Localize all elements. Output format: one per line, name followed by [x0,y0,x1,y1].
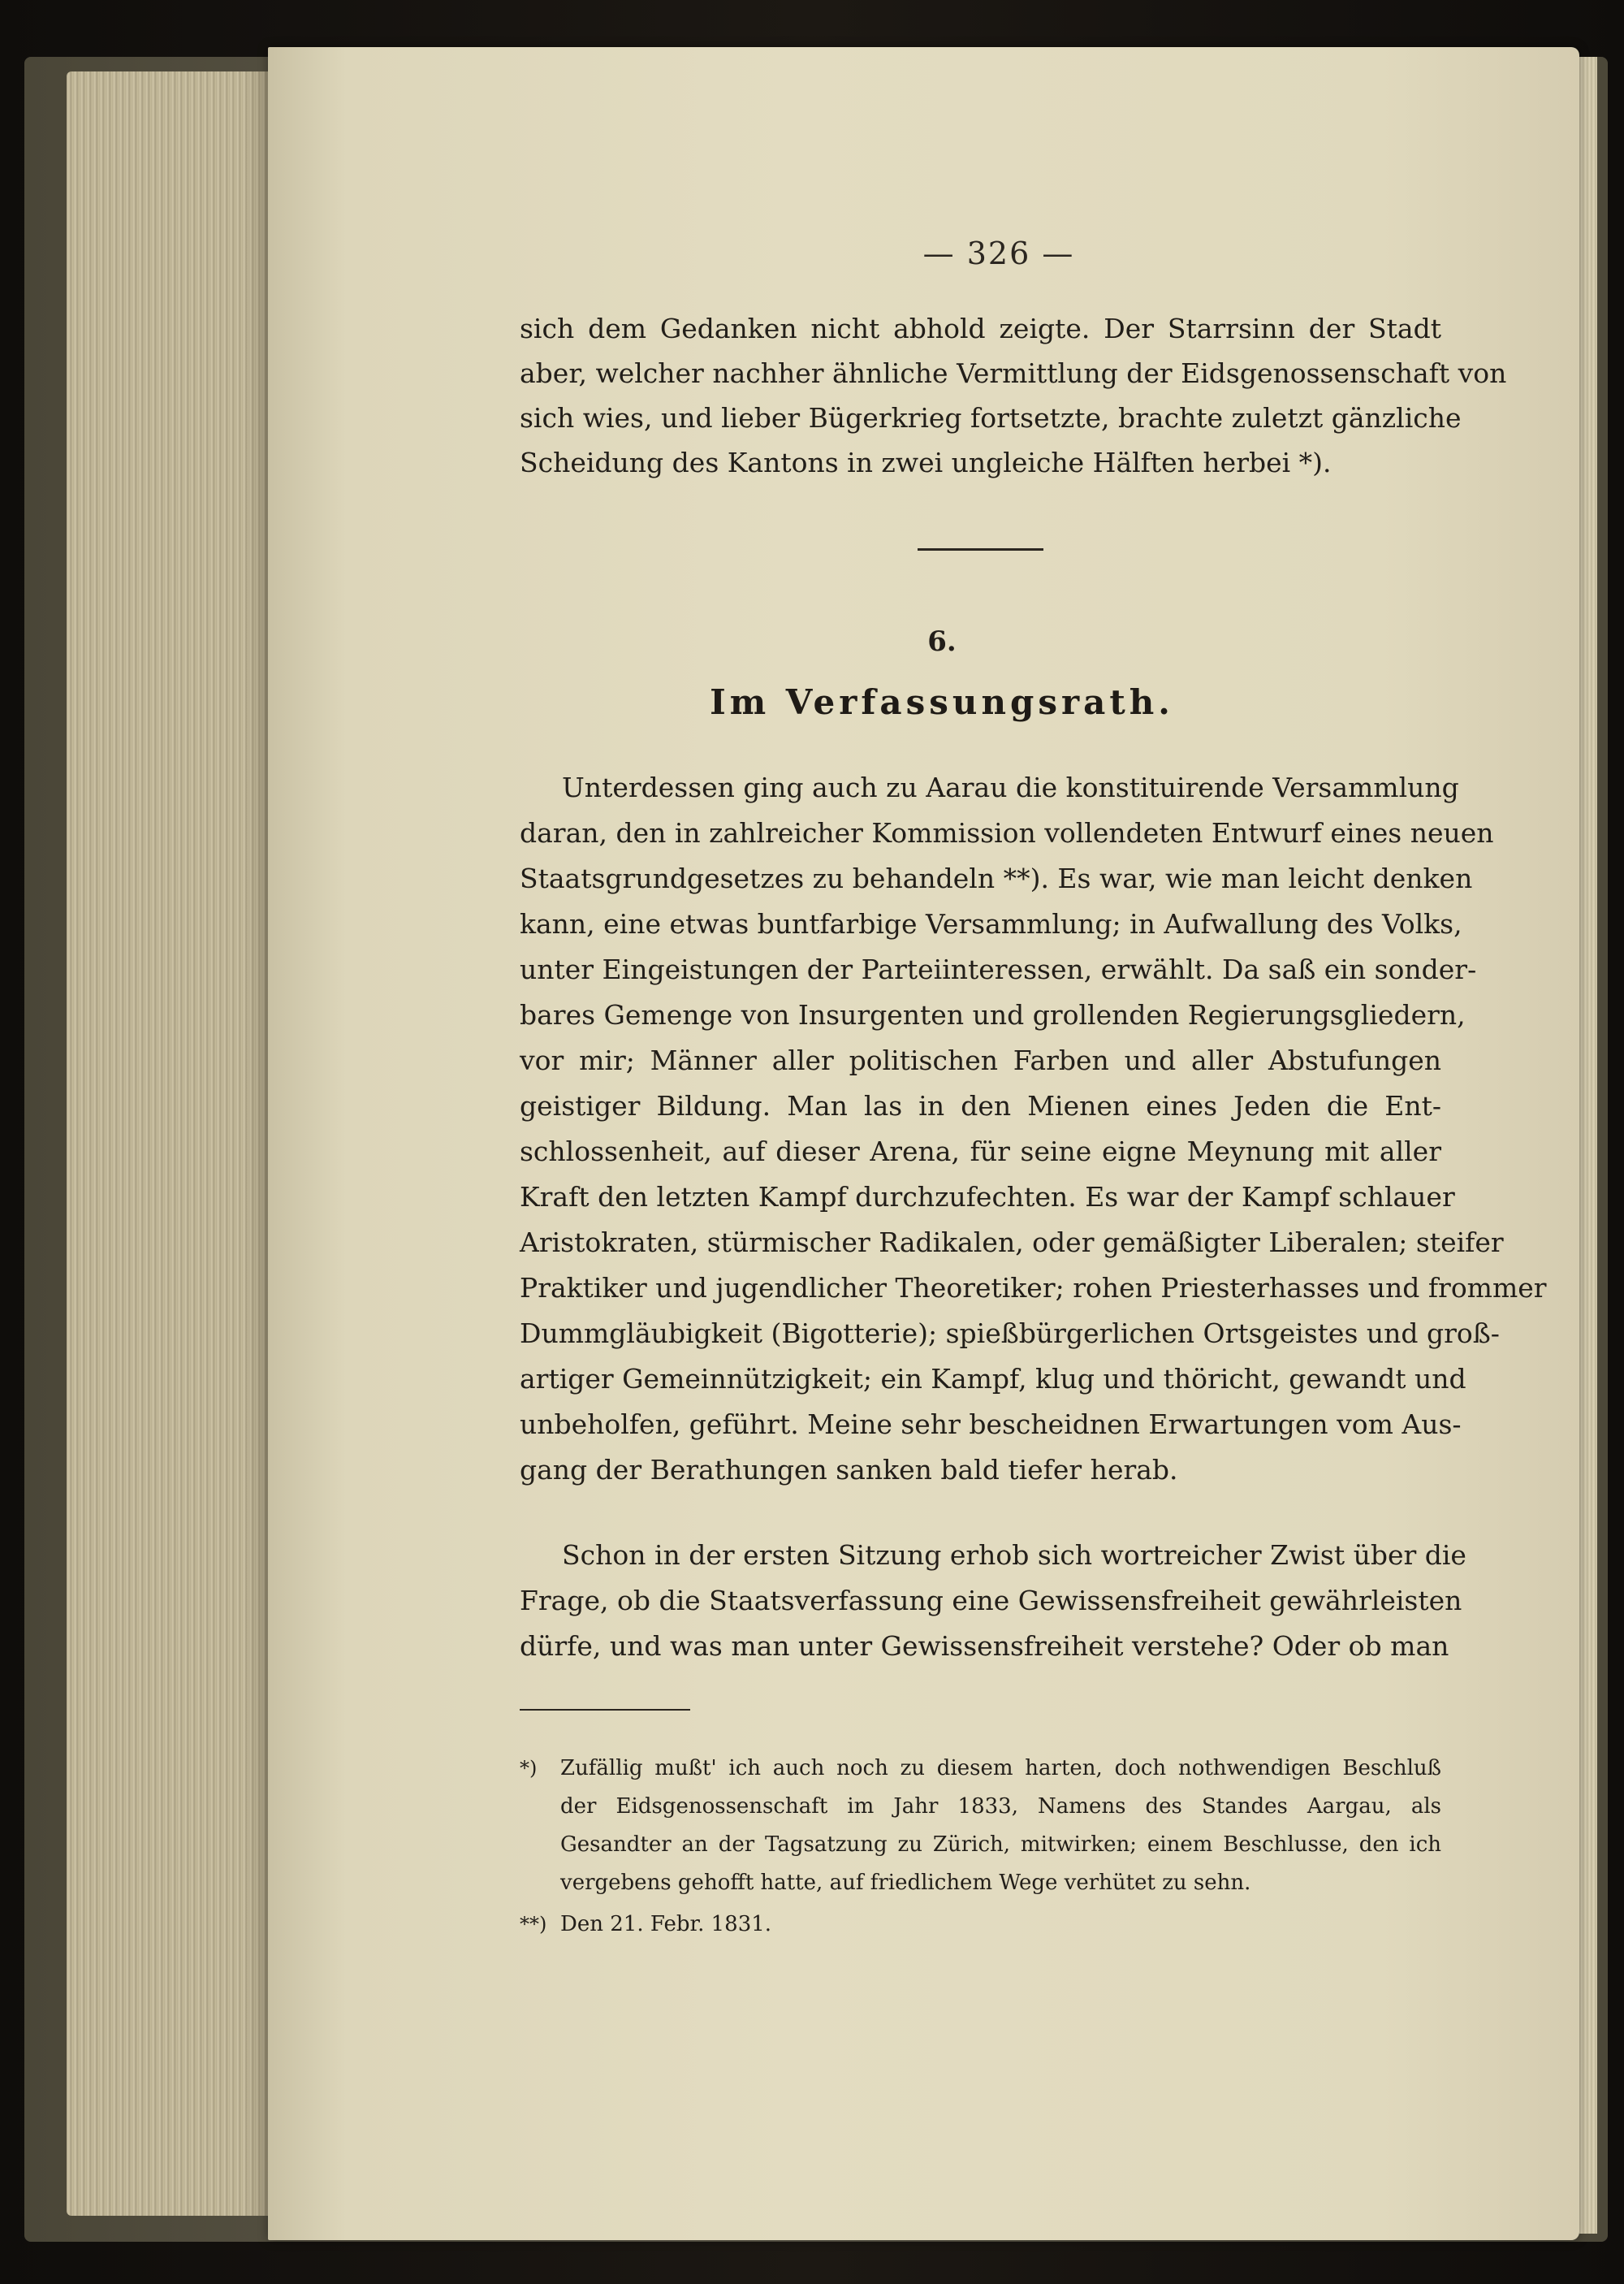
footnote-line: vergebens gehofft hatte, auf friedlichem Wege verhütet zu sehn. [560,1871,1251,1895]
paragraph-line: unbeholfen, geführt. Meine sehr bescheidnen Erwartungen vom Aus- [520,1408,1462,1440]
paragraph-line: Praktiker und jugendlicher Theoretiker; rohen Priesterhasses und frommer [520,1272,1547,1304]
page-edge-right [1579,57,1597,2234]
paragraph-line: Unterdessen ging auch zu Aarau die konstituirende Versammlung [562,772,1459,803]
paragraph-line: Staatsgrundgesetzes zu behandeln **). Es war, wie man leicht denken [520,863,1473,894]
paragraph-line: Schon in der ersten Sitzung erhob sich wortreicher Zwist über die [562,1539,1466,1571]
footnote-line: Gesandter an der Tagsatzung zu Zürich, mitwirken; einem Beschlusse, den ich [560,1832,1441,1857]
paragraph-line: artiger Gemeinnützigkeit; ein Kampf, klug und thöricht, gewandt und [520,1363,1466,1395]
section-title: Im Verfassungsrath. [710,682,1174,722]
paragraph-line: Aristokraten, stürmischer Radikalen, oder gemäßigter Liberalen; steifer [520,1226,1504,1258]
paragraph-line: dürfe, und was man unter Gewissensfreiheit verstehe? Oder ob man [520,1630,1449,1662]
paragraph-line: daran, den in zahlreicher Kommission vollendeten Entwurf eines neuen [520,817,1494,849]
footnote-marker: *) [520,1757,538,1780]
footnote-line: Den 21. Febr. 1831. [560,1912,772,1936]
footnote-line: Zufällig mußt' ich auch noch zu diesem harten, doch nothwendigen Beschluß [560,1756,1441,1780]
opening-line: aber, welcher nachher ähnliche Vermittlung der Eidsgenossenschaft von [520,357,1507,389]
paragraph-line: unter Eingeistungen der Parteiinteressen, erwählt. Da saß ein sonder- [520,954,1477,985]
section-divider [918,548,1043,551]
footnote-marker: **) [520,1913,547,1936]
paragraph-line: Kraft den letzten Kampf durchzufechten. Es war der Kampf schlauer [520,1181,1455,1213]
paragraph-line: bares Gemenge von Insurgenten und grollenden Regierungsgliedern, [520,999,1466,1031]
paragraph-line: geistiger Bildung. Man las in den Mienen eines Jeden die Ent- [520,1090,1441,1122]
paragraph-line: schlossenheit, auf dieser Arena, für seine eigne Meynung mit aller [520,1136,1441,1167]
paragraph-line: Frage, ob die Staatsverfassung eine Gewissensfreiheit gewährleisten [520,1585,1462,1616]
opening-line: sich dem Gedanken nicht abhold zeigte. Der Starrsinn der Stadt [520,313,1441,344]
opening-line: sich wies, und lieber Bügerkrieg fortsetzte, brachte zuletzt gänzliche [520,402,1462,434]
page-number: — 326 — [922,236,1075,271]
section-number: 6. [927,625,957,658]
paragraph-line: Dummgläubigkeit (Bigotterie); spießbürgerlichen Ortsgeistes und groß- [520,1317,1500,1349]
paragraph-line: kann, eine etwas buntfarbige Versammlung; in Aufwallung des Volks, [520,908,1462,940]
opening-line: Scheidung des Kantons in zwei ungleiche Hälften herbei *). [520,447,1332,478]
footnote-line: der Eidsgenossenschaft im Jahr 1833, Namens des Standes Aargau, als [560,1794,1441,1819]
footnote-separator [520,1709,690,1711]
paragraph-line: vor mir; Männer aller politischen Farben und aller Abstufungen [520,1045,1441,1076]
paragraph-line: gang der Berathungen sanken bald tiefer herab. [520,1454,1178,1486]
